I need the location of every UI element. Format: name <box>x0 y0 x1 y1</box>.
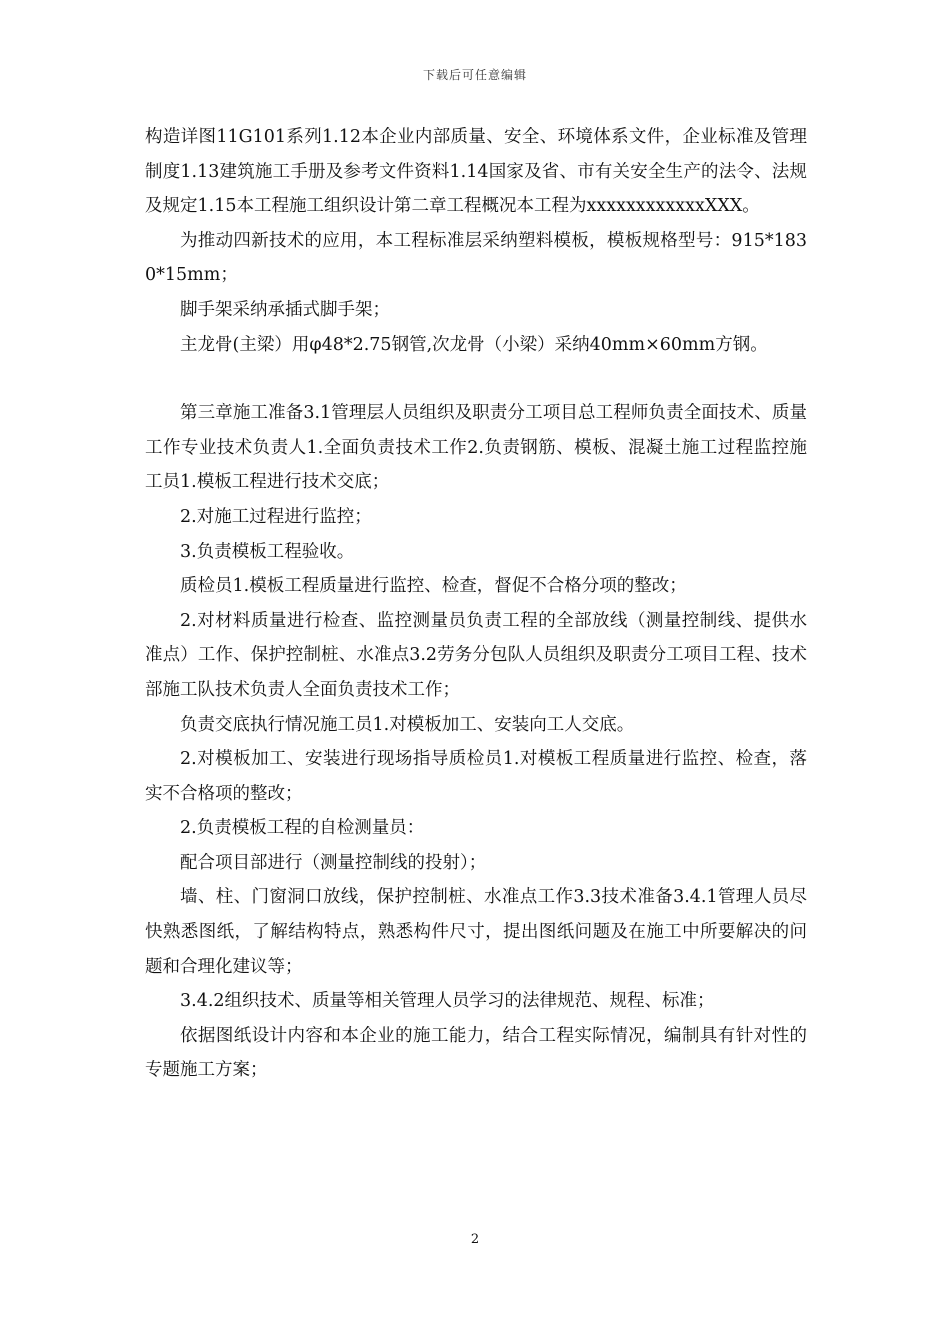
paragraph: 2.对模板加工、安装进行现场指导质检员1.对模板工程质量进行监控、检查，落实不合格项的整改； <box>145 749 807 804</box>
paragraph: 配合项目部进行（测量控制线的投射）； <box>180 852 487 873</box>
page-number: 2 <box>470 1232 480 1247</box>
paragraph: 为推动四新技术的应用，本工程标准层采纳塑料模板，模板规格型号：915*1830*15mm； <box>145 230 807 286</box>
paragraph: 2.负责模板工程的自检测量员： <box>180 818 425 839</box>
paragraph: 2.对材料质量进行检查、监控测量员负责工程的全部放线（测量控制线、提供水准点）工作、保护控制桩、水准点3.2劳务分包队人员组织及职责分工项目工程、技术部施工队技术负责人全面负责技术工作； <box>145 610 807 700</box>
paragraph: 负责交底执行情况施工员1.对模板加工、安装向工人交底。 <box>180 714 635 735</box>
paragraph: 质检员1.模板工程质量进行监控、检查，督促不合格分项的整改； <box>180 576 687 597</box>
paragraph: 主龙骨(主梁）用φ48*2.75钢管,次龙骨（小梁）采纳40mm×60mm方钢。 <box>180 334 768 355</box>
paragraph: 3.负责模板工程验收。 <box>180 541 355 562</box>
paragraph: 3.4.2组织技术、质量等相关管理人员学习的法律规范、规程、标准； <box>180 991 715 1012</box>
body-text <box>145 120 807 1088</box>
paragraph: 脚手架采纳承插式脚手架； <box>180 299 390 320</box>
paragraph: 构造详图11G101系列1.12本企业内部质量、安全、环境体系文件，企业标准及管理制度1.13建筑施工手册及参考文件资料1.14国家及省、市有关安全生产的法令、法规及规定1.15本工程施工组织设计第二章工程概况本工程为xxxxxxxxxxxxXXX。 <box>145 127 807 217</box>
paragraph: 墙、柱、门窗洞口放线，保护控制桩、水准点工作3.3技术准备3.4.1管理人员尽快熟悉图纸，了解结构特点，熟悉构件尺寸，提出图纸问题及在施工中所要解决的问题和合理化建议等； <box>145 887 807 977</box>
paragraph: 第三章施工准备3.1管理层人员组织及职责分工项目总工程师负责全面技术、质量工作专业技术负责人1.全面负责技术工作2.负责钢筋、模板、混凝土施工过程监控施工员1.模板工程进行技术交底； <box>145 403 807 493</box>
header-note: 下载后可任意编辑 <box>422 68 527 82</box>
paragraph: 2.对施工过程进行监控； <box>180 506 372 527</box>
paragraph: 依据图纸设计内容和本企业的施工能力，结合工程实际情况，编制具有针对性的专题施工方案； <box>145 1025 807 1081</box>
